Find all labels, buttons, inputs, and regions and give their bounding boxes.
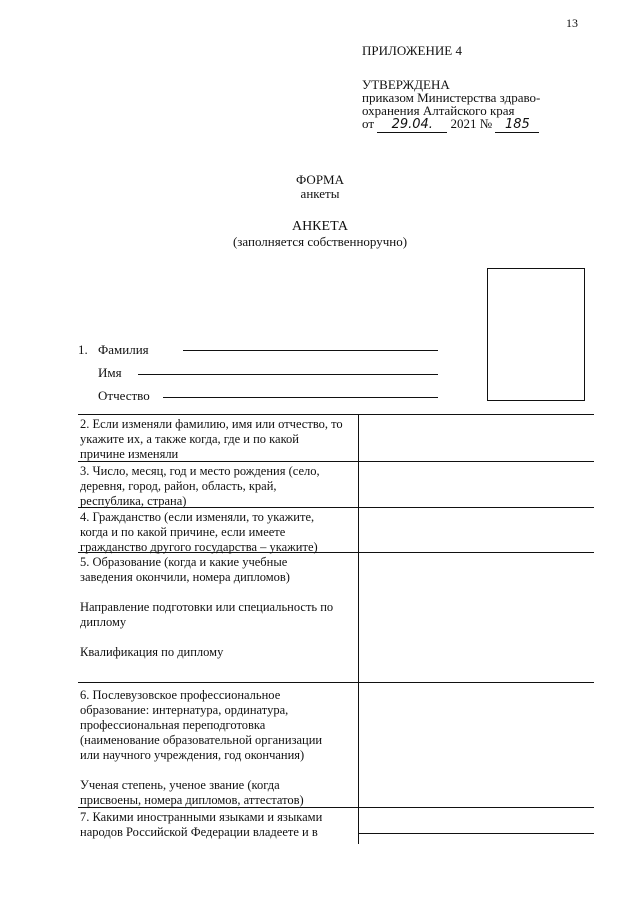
row-divider [78,807,594,808]
questionnaire-subtitle: (заполняется собственноручно) [232,234,408,249]
answer-6-field[interactable] [362,684,592,806]
table-column-divider [358,414,359,844]
row-divider [78,461,594,462]
approved-label: УТВЕРЖДЕНА [362,77,450,92]
answer-2-field[interactable] [362,416,592,460]
question-7: 7. Какими иностранными языками и языками народов Российской Федерации владеете и в [80,810,323,839]
table-top-border [78,414,594,415]
photo-placeholder [487,268,585,401]
questionnaire-title: АНКЕТА [291,219,349,234]
order-number: 185 [495,118,539,133]
first-name-label: Имя [98,365,122,380]
answer-7-field[interactable] [362,809,592,843]
item-1-index: 1. [78,342,88,357]
year-number-label: 2021 № [450,116,493,131]
patronymic-label: Отчество [98,388,150,403]
order-date: 29.04. [377,118,447,133]
from-prefix: от [362,116,375,131]
answer-5-field[interactable] [362,554,592,681]
row-divider [78,682,594,683]
patronymic-field[interactable] [163,397,438,398]
order-line-1: приказом Министерства здраво- [362,90,541,105]
surname-label: Фамилия [98,342,149,357]
row-divider [78,552,594,553]
form-subtitle: анкеты [300,186,340,201]
answer-3-field[interactable] [362,463,592,506]
surname-field[interactable] [183,350,438,351]
question-4: 4. Гражданство (если изменяли, то укажите, когда и по какой причине, если имеете гражданство другого государства – укажите) [80,510,318,554]
form-title: ФОРМА [296,172,344,187]
row-divider [78,507,594,508]
answer-4-field[interactable] [362,509,592,551]
question-2: 2. Если изменяли фамилию, имя или отчество, то укажите их, а также когда, где и по какой причине изменяли [80,417,343,461]
order-line-2: охранения Алтайского края [362,103,515,118]
first-name-field[interactable] [138,374,438,375]
question-5: 5. Образование (когда и какие учебные заведения окончили, номера дипломов) Направление подготовки или специальность по дипломy Квалификация по диплому [80,555,334,659]
order-date-line [362,117,539,133]
appendix-label: ПРИЛОЖЕНИЕ 4 [362,43,462,58]
question-6: 6. Послевузовское профессиональное образование: интернатура, ординатура, профессиональная переподготовка (наименование образовательной организации или научного учреждения, год окончания) Ученая степень, ученое звание (когда присвоены, номера дипломов, аттестатов) [80,688,323,807]
question-3: 3. Число, месяц, год и место рождения (село, деревня, город, район, область, край, республика, страна) [80,464,320,508]
page-number: 13 [566,16,578,30]
